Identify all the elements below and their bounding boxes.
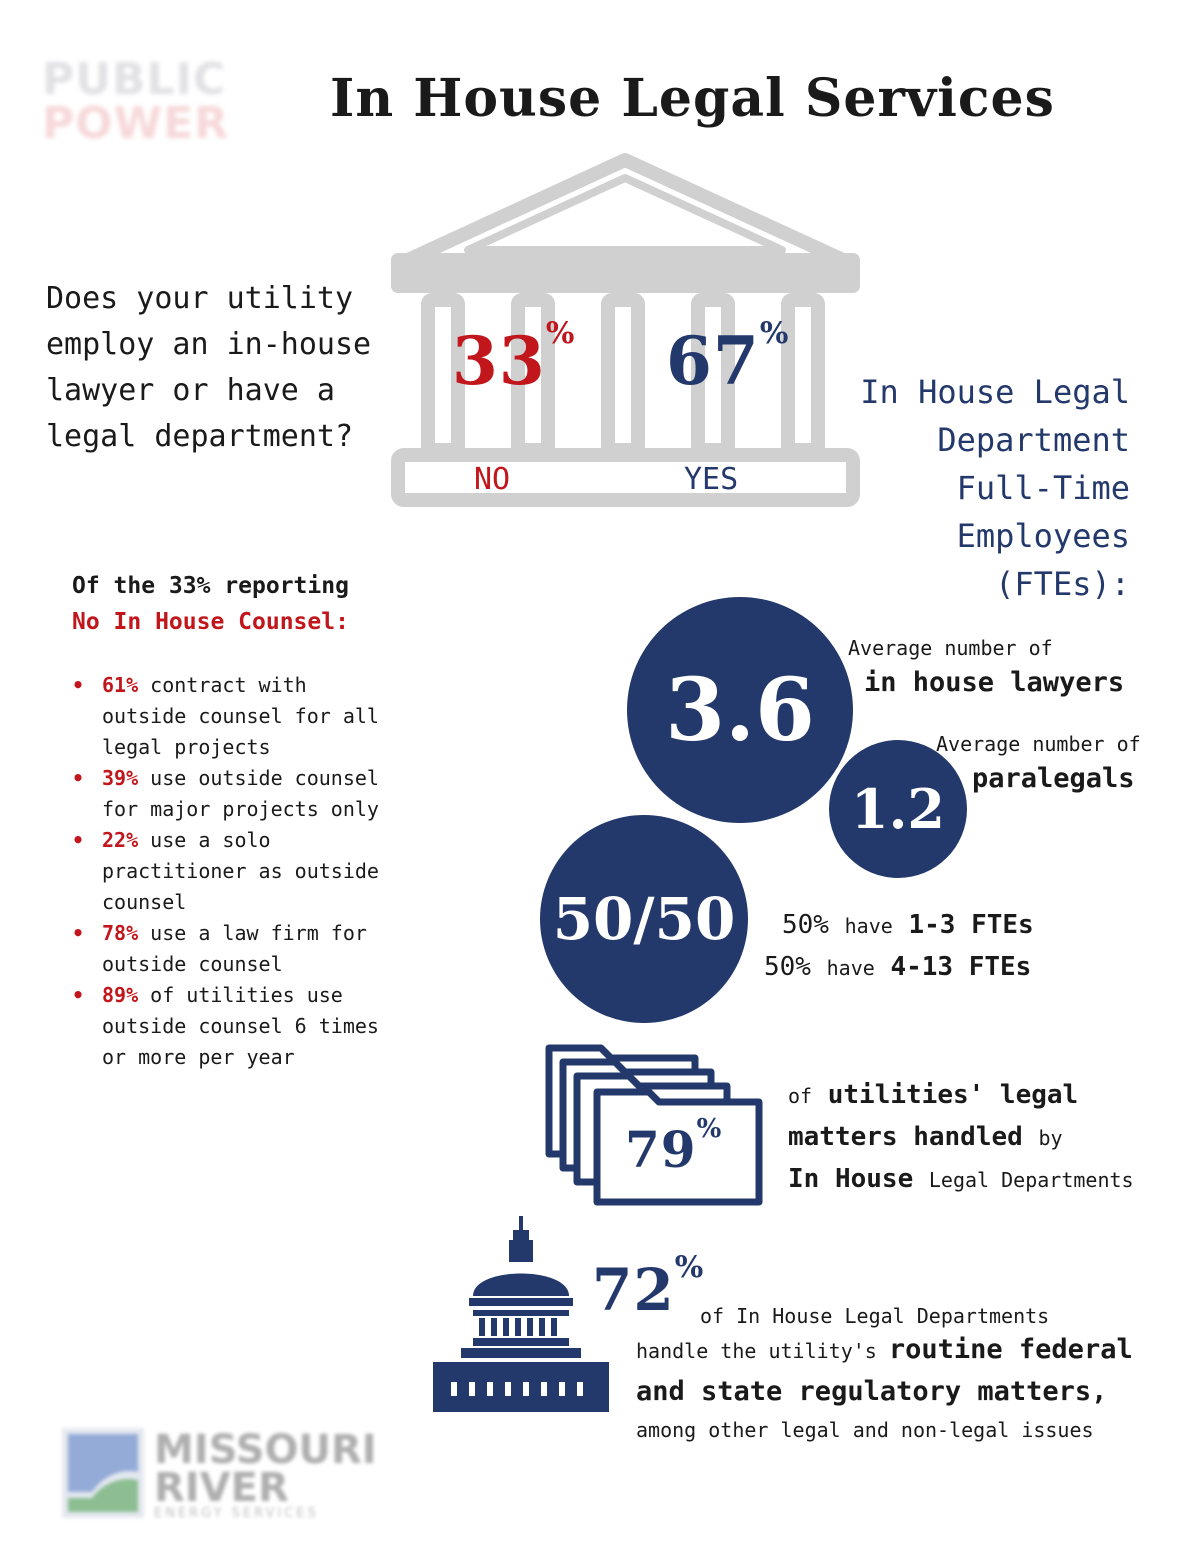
lawyers-circle: 3.6 [627, 597, 853, 823]
no-label: NO [474, 462, 511, 497]
paralegals-label-1: Average number of [936, 732, 1141, 756]
regulatory-line-1: of In House Legal Departments [700, 1304, 1050, 1328]
no-percentage: 33% [452, 316, 576, 400]
list-item: • 39% use outside counsel for major projects only [72, 766, 379, 821]
split-row-2: 50% have 4-13 FTEs [764, 952, 1032, 982]
split-circle: 50/50 [540, 815, 748, 1023]
regulatory-line-3: and state regulatory matters, [636, 1376, 1108, 1407]
capitol-icon [433, 1216, 609, 1412]
yes-percentage: 67% [666, 316, 790, 400]
page-title: In House Legal Services [330, 68, 1055, 129]
list-item: • 89% of utilities use outside counsel 6 times or more per year [72, 983, 379, 1069]
list-item: • 61% contract with outside counsel for all legal projects [72, 673, 379, 759]
matters-percentage: 79% [625, 1114, 723, 1179]
regulatory-line-2: handle the utility's routine federal [636, 1334, 1133, 1365]
matters-line-3: In House Legal Departments [788, 1164, 1134, 1194]
lawyers-label-1: Average number of [848, 636, 1053, 660]
regulatory-percentage: 72% [592, 1250, 705, 1324]
lawyers-label-2: in house lawyers [864, 667, 1125, 698]
matters-line-1: of utilities' legal [788, 1080, 1079, 1110]
logo-mark-icon [62, 1428, 144, 1518]
survey-question: Does your utility employ an in-house lawyer or have a legal department? [46, 281, 372, 454]
no-counsel-list [72, 670, 392, 1073]
split-row-1: 50% have 1-3 FTEs [782, 910, 1034, 940]
list-item: • 78% use a law firm for outside counsel [72, 921, 367, 976]
fte-section-title: In House Legal Department Full-Time Employees (FTEs): [860, 373, 1130, 603]
yes-label: YES [684, 462, 739, 497]
paralegals-label-2: paralegals [972, 763, 1135, 794]
no-counsel-heading: Of the 33% reporting No In House Counsel: [72, 573, 349, 635]
public-power-logo: PUBLIC POWER [42, 54, 230, 149]
list-item: • 22% use a solo practitioner as outside counsel [72, 828, 379, 914]
missouri-river-logo: MISSOURI RIVER ENERGY SERVICES [62, 1426, 422, 1526]
paralegals-circle: 1.2 [829, 740, 967, 878]
regulatory-line-4: among other legal and non-legal issues [636, 1418, 1094, 1442]
matters-line-2: matters handled by [788, 1122, 1063, 1152]
